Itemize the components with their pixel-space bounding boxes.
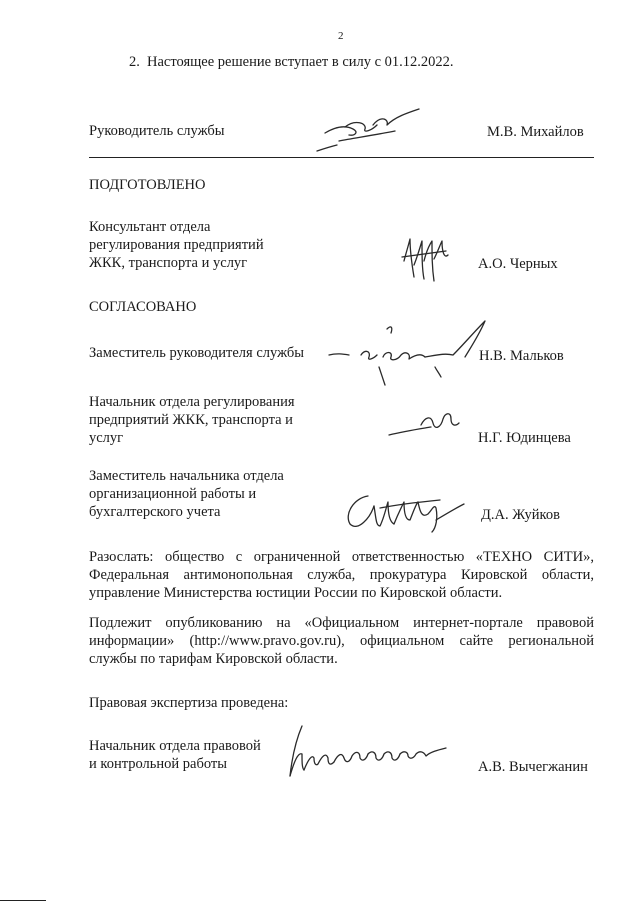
footer-line: [0, 900, 46, 901]
head-signature: [315, 105, 435, 155]
signer-3-signature: [340, 488, 480, 538]
distribution-text: Разослать: общество с ограниченной ответственностью «ТЕХНО СИТИ», Федеральная антимонопольная служба, прокуратура Кировской области, управление Министерства юстиции России по Кировской области.: [89, 549, 594, 601]
prepared-signature: [400, 235, 460, 285]
legal-name: А.В. Вычегжанин: [478, 759, 588, 775]
page-number: 2: [338, 30, 344, 42]
legal-note: Правовая экспертиза проведена:: [89, 695, 289, 711]
signer-1-position: Заместитель руководителя службы: [89, 345, 305, 361]
clause-number: 2.: [129, 54, 140, 70]
head-position: Руководитель службы: [89, 123, 225, 139]
prepared-position-line: ЖКК, транспорта и услуг: [89, 255, 248, 271]
prepared-heading: ПОДГОТОВЛЕНО: [89, 177, 206, 193]
legal-position-line: Начальник отдела правовой: [89, 738, 261, 754]
agreed-heading: СОГЛАСОВАНО: [89, 299, 197, 315]
divider-line: [89, 157, 594, 158]
legal-position-line: и контрольной работы: [89, 756, 227, 772]
signer-2-name: Н.Г. Юдинцева: [478, 430, 571, 446]
signer-3-position-line: Заместитель начальника отдела: [89, 468, 284, 484]
clause-text: Настоящее решение вступает в силу с 01.12.2022.: [147, 54, 454, 70]
prepared-position-line: регулирования предприятий: [89, 237, 264, 253]
prepared-name: А.О. Черных: [478, 256, 558, 272]
head-name: М.В. Михайлов: [487, 124, 584, 140]
legal-signature: [280, 722, 470, 782]
publication-text: Подлежит опубликованию на «Официальном интернет-портале правовой информации» (http://www.pravo.gov.ru), официальном сайте региональной службы по тарифам Кировской области.: [89, 615, 594, 667]
signer-1-signature: [325, 315, 495, 385]
signer-2-position-line: предприятий ЖКК, транспорта и: [89, 412, 293, 428]
signer-2-position-line: Начальник отдела регулирования: [89, 394, 295, 410]
signer-1-name: Н.В. Мальков: [479, 348, 564, 364]
signer-3-position-line: бухгалтерского учета: [89, 504, 221, 520]
signer-3-position-line: организационной работы и: [89, 486, 257, 502]
prepared-position-line: Консультант отдела: [89, 219, 211, 235]
signer-2-position-line: услуг: [89, 430, 124, 446]
signer-3-name: Д.А. Жуйков: [481, 507, 560, 523]
signer-2-signature: [385, 407, 465, 447]
